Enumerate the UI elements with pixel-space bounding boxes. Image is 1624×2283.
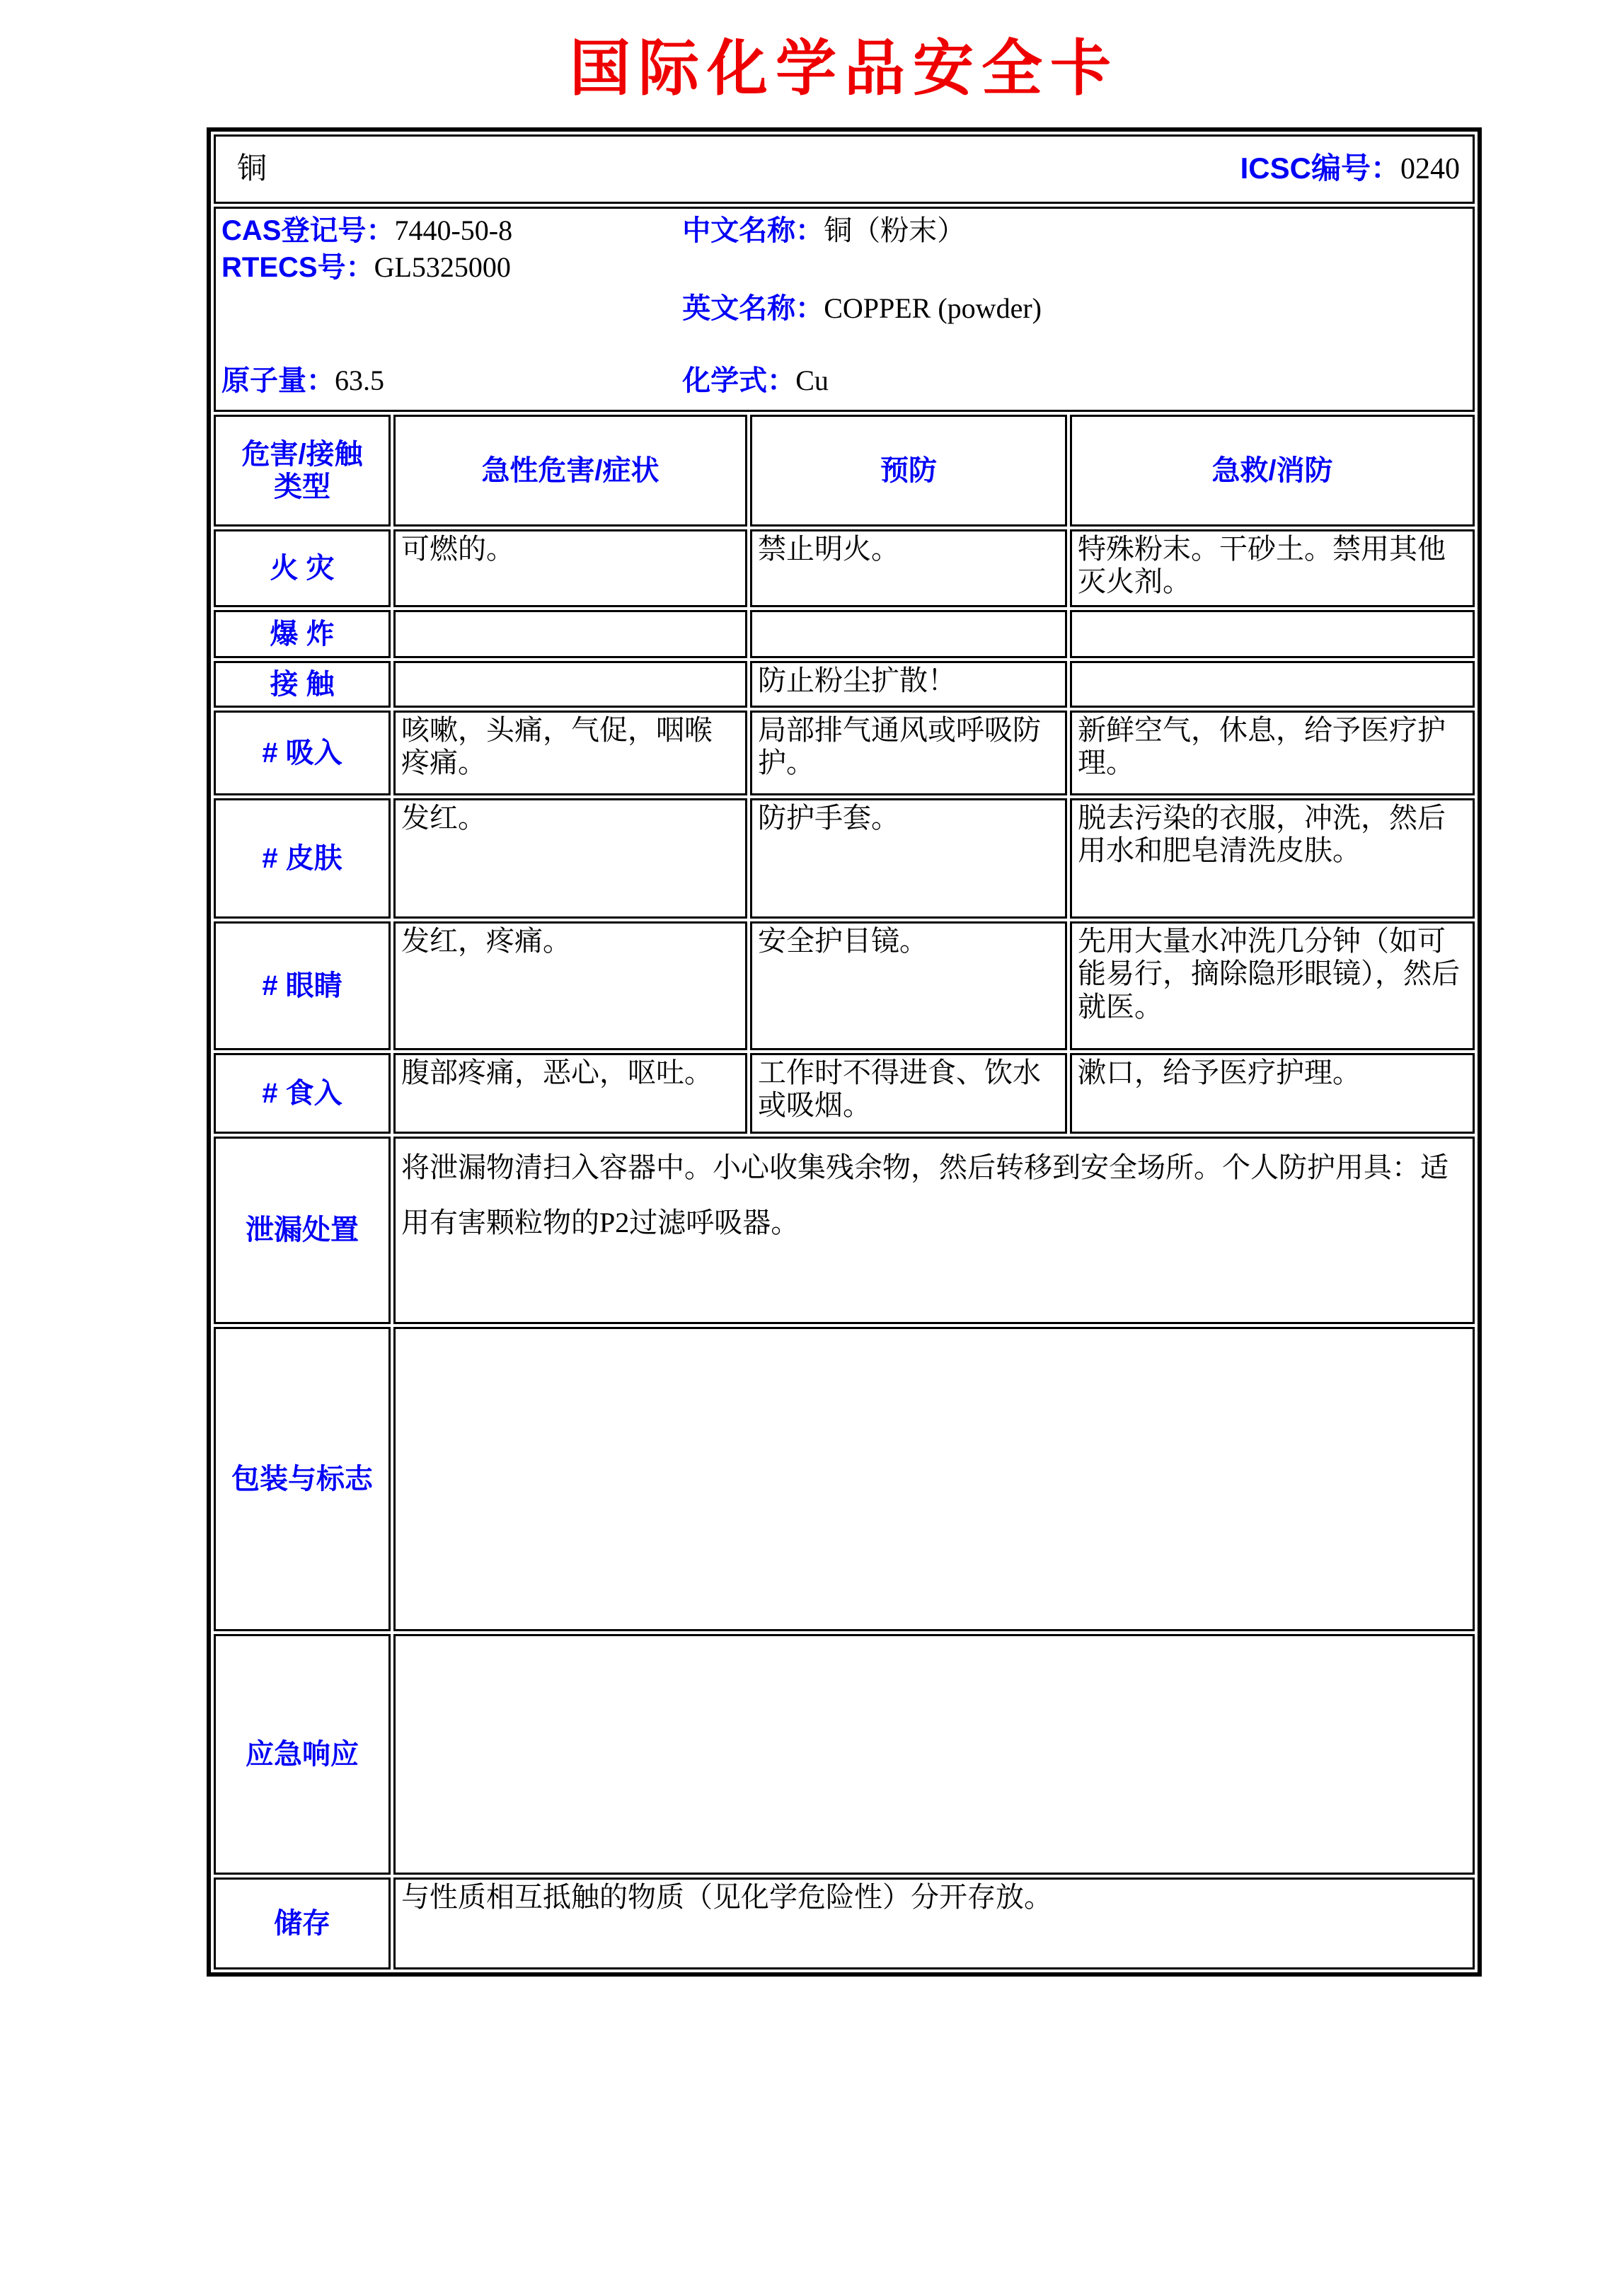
contact-response bbox=[1070, 661, 1475, 708]
row-label-explosion: 爆 炸 bbox=[214, 610, 391, 658]
spill-disposal-content: 将泄漏物清扫入容器中。小心收集残余物，然后转移到安全场所。个人防护用具：适用有害颗粒物的P2过滤呼吸器。 bbox=[393, 1137, 1475, 1324]
hazard-row-fire bbox=[214, 529, 1475, 607]
header-first-aid: 急救/消防 bbox=[1070, 415, 1475, 527]
cas-number: CAS登记号：7440-50-8 bbox=[221, 214, 513, 246]
hazard-row-eyes bbox=[214, 921, 1475, 1050]
eyes-prevention: 安全护目镜。 bbox=[750, 921, 1067, 1050]
fire-symptom: 可燃的。 bbox=[393, 529, 747, 607]
identifiers-row bbox=[214, 207, 1475, 412]
english-name: 英文名称：COPPER (powder) bbox=[682, 292, 1042, 325]
header-prevention: 预防 bbox=[750, 415, 1067, 527]
ingestion-response: 漱口，给予医疗护理。 bbox=[1070, 1053, 1475, 1134]
header-acute-symptoms: 急性危害/症状 bbox=[393, 415, 747, 527]
identifiers-right-column bbox=[682, 210, 1467, 403]
row-label-emergency-response: 应急响应 bbox=[214, 1634, 391, 1875]
substance-name: 铜 bbox=[237, 152, 267, 185]
rtecs-number: RTECS号：GL5325000 bbox=[221, 251, 511, 284]
section-row-emergency-response bbox=[214, 1634, 1475, 1875]
explosion-prevention bbox=[750, 610, 1067, 658]
atomic-weight: 原子量：63.5 bbox=[221, 364, 384, 396]
header-hazard-type: 危害/接触 类型 bbox=[214, 415, 391, 527]
row-label-packaging-labelling: 包装与标志 bbox=[214, 1327, 391, 1631]
identifiers-left-column bbox=[221, 210, 682, 403]
inhalation-response: 新鲜空气，休息，给予医疗护理。 bbox=[1070, 711, 1475, 795]
explosion-symptom bbox=[393, 610, 747, 658]
fire-prevention: 禁止明火。 bbox=[750, 529, 1067, 607]
ingestion-symptom: 腹部疼痛，恶心，呕吐。 bbox=[393, 1053, 747, 1134]
explosion-response bbox=[1070, 610, 1475, 658]
hazard-row-ingestion bbox=[214, 1053, 1475, 1134]
skin-prevention: 防护手套。 bbox=[750, 798, 1067, 919]
inhalation-prevention: 局部排气通风或呼吸防护。 bbox=[750, 711, 1067, 795]
row-label-contact: 接 触 bbox=[214, 661, 391, 708]
ingestion-prevention: 工作时不得进食、饮水或吸烟。 bbox=[750, 1053, 1067, 1134]
row-label-skin: # 皮肤 bbox=[214, 798, 391, 919]
eyes-response: 先用大量水冲洗几分钟（如可能易行，摘除隐形眼镜），然后就医。 bbox=[1070, 921, 1475, 1050]
section-row-storage bbox=[214, 1877, 1475, 1969]
row-label-eyes: # 眼睛 bbox=[214, 921, 391, 1050]
row-label-spill-disposal: 泄漏处置 bbox=[214, 1137, 391, 1324]
hazard-row-explosion bbox=[214, 610, 1475, 658]
chemical-formula: 化学式：Cu bbox=[682, 364, 829, 396]
icsc-number-value: 0240 bbox=[1400, 153, 1460, 186]
hazard-row-contact bbox=[214, 661, 1475, 708]
section-row-packaging-labelling bbox=[214, 1327, 1475, 1631]
row-label-storage: 储存 bbox=[214, 1877, 391, 1969]
identifiers-cell bbox=[214, 207, 1475, 412]
skin-response: 脱去污染的衣服，冲洗，然后用水和肥皂清洗皮肤。 bbox=[1070, 798, 1475, 919]
storage-content: 与性质相互抵触的物质（见化学危险性）分开存放。 bbox=[393, 1877, 1475, 1969]
safety-card-page bbox=[207, 0, 1482, 1977]
substance-row bbox=[214, 134, 1475, 204]
row-label-fire: 火 灾 bbox=[214, 529, 391, 607]
row-label-inhalation: # 吸入 bbox=[214, 711, 391, 795]
hazard-row-skin bbox=[214, 798, 1475, 919]
eyes-symptom: 发红，疼痛。 bbox=[393, 921, 747, 1050]
contact-prevention: 防止粉尘扩散！ bbox=[750, 661, 1067, 708]
table-header-row bbox=[214, 415, 1475, 527]
safety-card-table bbox=[207, 127, 1482, 1977]
row-label-ingestion: # 食入 bbox=[214, 1053, 391, 1134]
hazard-row-inhalation bbox=[214, 711, 1475, 795]
fire-response: 特殊粉末。干砂土。禁用其他灭火剂。 bbox=[1070, 529, 1475, 607]
packaging-labelling-content bbox=[393, 1327, 1475, 1631]
icsc-number-group bbox=[1240, 151, 1467, 187]
chinese-name: 中文名称：铜（粉末） bbox=[682, 214, 966, 246]
section-row-spill-disposal bbox=[214, 1137, 1475, 1324]
page-title: 国际化学品安全卡 bbox=[570, 35, 1119, 103]
skin-symptom: 发红。 bbox=[393, 798, 747, 919]
contact-symptom bbox=[393, 661, 747, 708]
emergency-response-content bbox=[393, 1634, 1475, 1875]
inhalation-symptom: 咳嗽，头痛，气促，咽喉疼痛。 bbox=[393, 711, 747, 795]
substance-cell bbox=[214, 134, 1475, 204]
icsc-number-label: ICSC编号： bbox=[1240, 151, 1400, 185]
